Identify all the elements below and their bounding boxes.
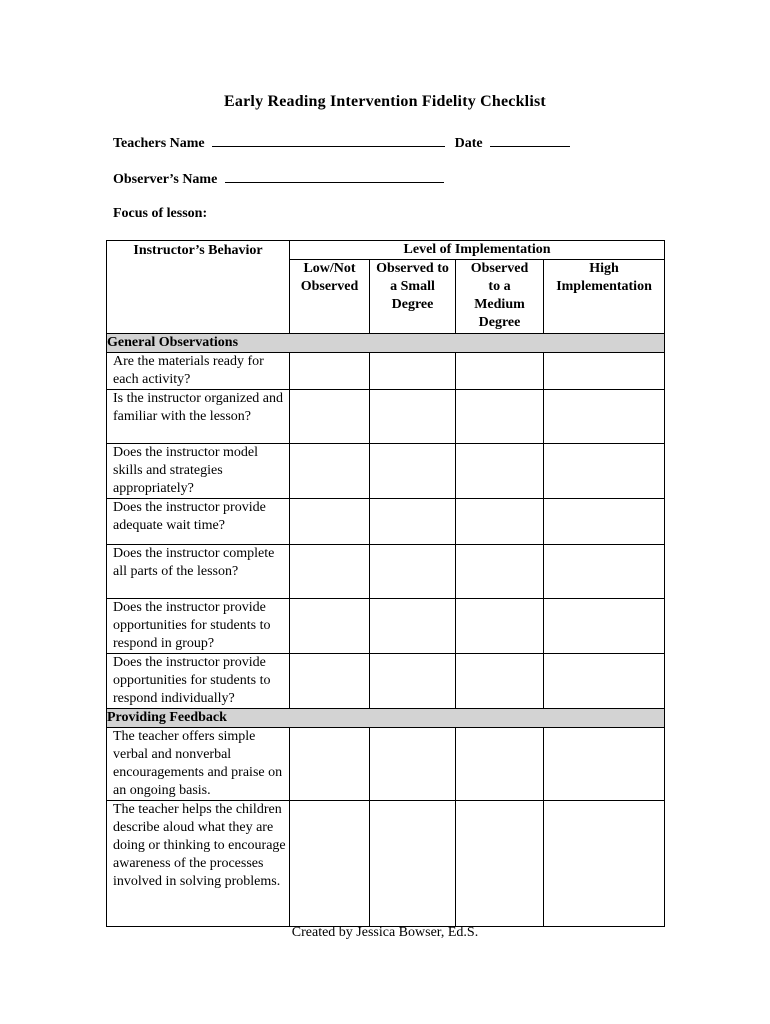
rating-cell[interactable] (456, 353, 544, 390)
rating-cell[interactable] (544, 654, 665, 709)
rating-cell[interactable] (370, 545, 456, 599)
instructor-behavior-header: Instructor’s Behavior (107, 241, 290, 334)
rating-cell[interactable] (290, 654, 370, 709)
level-medium-degree: Observed to a Medium Degree (456, 260, 544, 334)
table-row (107, 801, 665, 927)
rating-cell[interactable] (290, 545, 370, 599)
rating-cell[interactable] (544, 444, 665, 499)
observer-name-row (113, 170, 444, 188)
observer-name-line[interactable] (225, 170, 444, 183)
table-row (107, 499, 665, 545)
rating-cell[interactable] (456, 654, 544, 709)
table-row (107, 390, 665, 444)
rating-cell[interactable] (370, 390, 456, 444)
teacher-name-label: Teachers Name (113, 136, 205, 151)
rating-cell[interactable] (456, 444, 544, 499)
observer-name-label: Observer’s Name (113, 172, 218, 187)
question-model-skills: Does the instructor model skills and strategies appropriately? (107, 444, 290, 499)
rating-cell[interactable] (544, 801, 665, 927)
table-row (107, 728, 665, 801)
section-general-observations: General Observations (107, 334, 665, 353)
rating-cell[interactable] (370, 599, 456, 654)
table-row (107, 545, 665, 599)
rating-cell[interactable] (370, 444, 456, 499)
rating-cell[interactable] (544, 499, 665, 545)
question-respond-individually: Does the instructor provide opportunities for students to respond individually? (107, 654, 290, 709)
fidelity-checklist-table (106, 240, 665, 927)
focus-of-lesson-label: Focus of lesson: (113, 206, 208, 221)
rating-cell[interactable] (544, 599, 665, 654)
question-wait-time: Does the instructor provide adequate wait time? (107, 499, 290, 545)
table-row (107, 654, 665, 709)
rating-cell[interactable] (456, 499, 544, 545)
level-of-implementation-header: Level of Implementation (290, 241, 665, 260)
section-providing-feedback: Providing Feedback (107, 709, 665, 728)
rating-cell[interactable] (370, 499, 456, 545)
rating-cell[interactable] (544, 390, 665, 444)
rating-cell[interactable] (544, 545, 665, 599)
question-describe-aloud: The teacher helps the children describe aloud what they are doing or thinking to encourage awareness of the processes involved in solving problems. (107, 801, 290, 927)
date-line[interactable] (490, 134, 570, 147)
rating-cell[interactable] (456, 390, 544, 444)
rating-cell[interactable] (456, 545, 544, 599)
level-high-implementation: High Implementation (544, 260, 665, 334)
rating-cell[interactable] (544, 353, 665, 390)
teacher-name-line[interactable] (212, 134, 445, 147)
footer-credit: Created by Jessica Bowser, Ed.S. (291, 925, 479, 940)
teacher-name-row (113, 134, 570, 152)
rating-cell[interactable] (290, 444, 370, 499)
table-row (107, 444, 665, 499)
rating-cell[interactable] (456, 599, 544, 654)
rating-cell[interactable] (290, 599, 370, 654)
level-small-degree: Observed to a Small Degree (370, 260, 456, 334)
rating-cell[interactable] (370, 353, 456, 390)
question-instructor-organized: Is the instructor organized and familiar with the lesson? (107, 390, 290, 444)
table-row (107, 353, 665, 390)
rating-cell[interactable] (456, 728, 544, 801)
rating-cell[interactable] (290, 801, 370, 927)
rating-cell[interactable] (370, 728, 456, 801)
table-row (107, 599, 665, 654)
rating-cell[interactable] (370, 801, 456, 927)
rating-cell[interactable] (290, 390, 370, 444)
rating-cell[interactable] (370, 654, 456, 709)
rating-cell[interactable] (290, 353, 370, 390)
document-title: Early Reading Intervention Fidelity Checklist (224, 93, 546, 110)
question-materials-ready: Are the materials ready for each activity? (107, 353, 290, 390)
rating-cell[interactable] (290, 728, 370, 801)
question-respond-group: Does the instructor provide opportunities for students to respond in group? (107, 599, 290, 654)
question-encouragement-praise: The teacher offers simple verbal and nonverbal encouragements and praise on an ongoing basis. (107, 728, 290, 801)
rating-cell[interactable] (456, 801, 544, 927)
date-label: Date (454, 136, 483, 151)
rating-cell[interactable] (544, 728, 665, 801)
rating-cell[interactable] (290, 499, 370, 545)
question-complete-lesson: Does the instructor complete all parts of the lesson? (107, 545, 290, 599)
level-low-not-observed: Low/Not Observed (290, 260, 370, 334)
